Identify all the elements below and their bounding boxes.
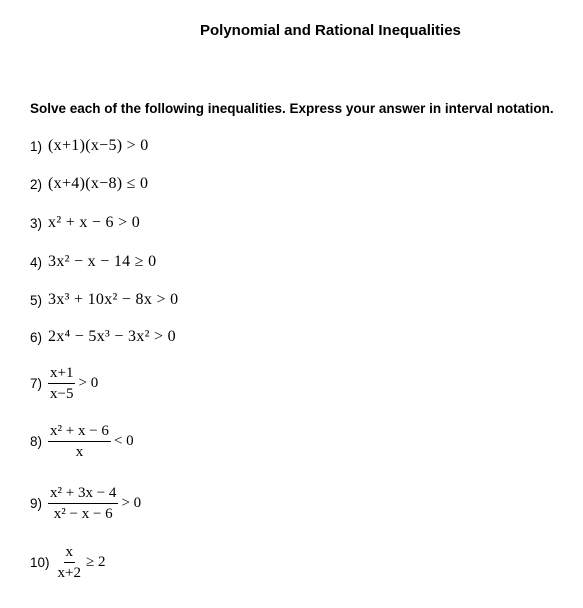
denominator: x−5: [50, 386, 74, 402]
denominator: x+2: [57, 565, 81, 581]
problem-9: [30, 484, 141, 523]
numerator: x+1: [48, 364, 75, 384]
relation: > 0: [121, 495, 142, 511]
problem-number: 7): [30, 376, 43, 391]
fraction-expression: [56, 543, 106, 582]
relation: > 0: [78, 375, 99, 391]
problem-expression: (x+1)(x−5) > 0: [48, 137, 149, 154]
problem-5: [30, 291, 178, 309]
problem-7: [30, 364, 98, 403]
problem-number: 9): [30, 496, 43, 511]
problem-number: 1): [30, 138, 43, 154]
page-title: Polynomial and Rational Inequalities: [200, 22, 461, 39]
relation: ≥ 2: [85, 554, 106, 570]
relation: < 0: [113, 433, 134, 449]
fraction-expression: [48, 364, 98, 403]
problem-8: [30, 422, 134, 461]
problem-expression: 2x⁴ − 5x³ − 3x² > 0: [48, 328, 176, 345]
numerator: x² + 3x − 4: [48, 484, 118, 504]
problem-expression: 3x³ + 10x² − 8x > 0: [48, 291, 179, 308]
problem-expression: (x+4)(x−8) ≤ 0: [48, 175, 149, 192]
problem-1: [30, 137, 149, 155]
fraction-expression: [48, 422, 134, 461]
problem-expression: x² + x − 6 > 0: [48, 214, 141, 231]
problem-number: 3): [30, 215, 43, 231]
problem-6: [30, 328, 176, 346]
problem-10: [30, 543, 105, 582]
numerator: x: [64, 543, 76, 563]
problem-number: 6): [30, 329, 43, 345]
fraction-expression: [48, 484, 141, 523]
denominator: x² − x − 6: [53, 506, 113, 522]
problem-3: [30, 214, 140, 232]
problem-number: 10): [30, 555, 50, 570]
denominator: x: [75, 444, 84, 460]
problem-expression: 3x² − x − 14 ≥ 0: [48, 253, 157, 270]
numerator: x² + x − 6: [48, 422, 111, 442]
problem-number: 5): [30, 292, 43, 308]
fraction: [48, 484, 118, 523]
problem-2: [30, 175, 148, 193]
fraction: [48, 364, 75, 403]
problem-number: 4): [30, 254, 43, 270]
problem-number: 8): [30, 434, 43, 449]
problem-4: [30, 253, 156, 271]
problem-number: 2): [30, 176, 43, 192]
fraction: [56, 543, 83, 582]
instructions: Solve each of the following inequalities. Express your answer in interval notation.: [30, 101, 554, 116]
fraction: [48, 422, 111, 461]
